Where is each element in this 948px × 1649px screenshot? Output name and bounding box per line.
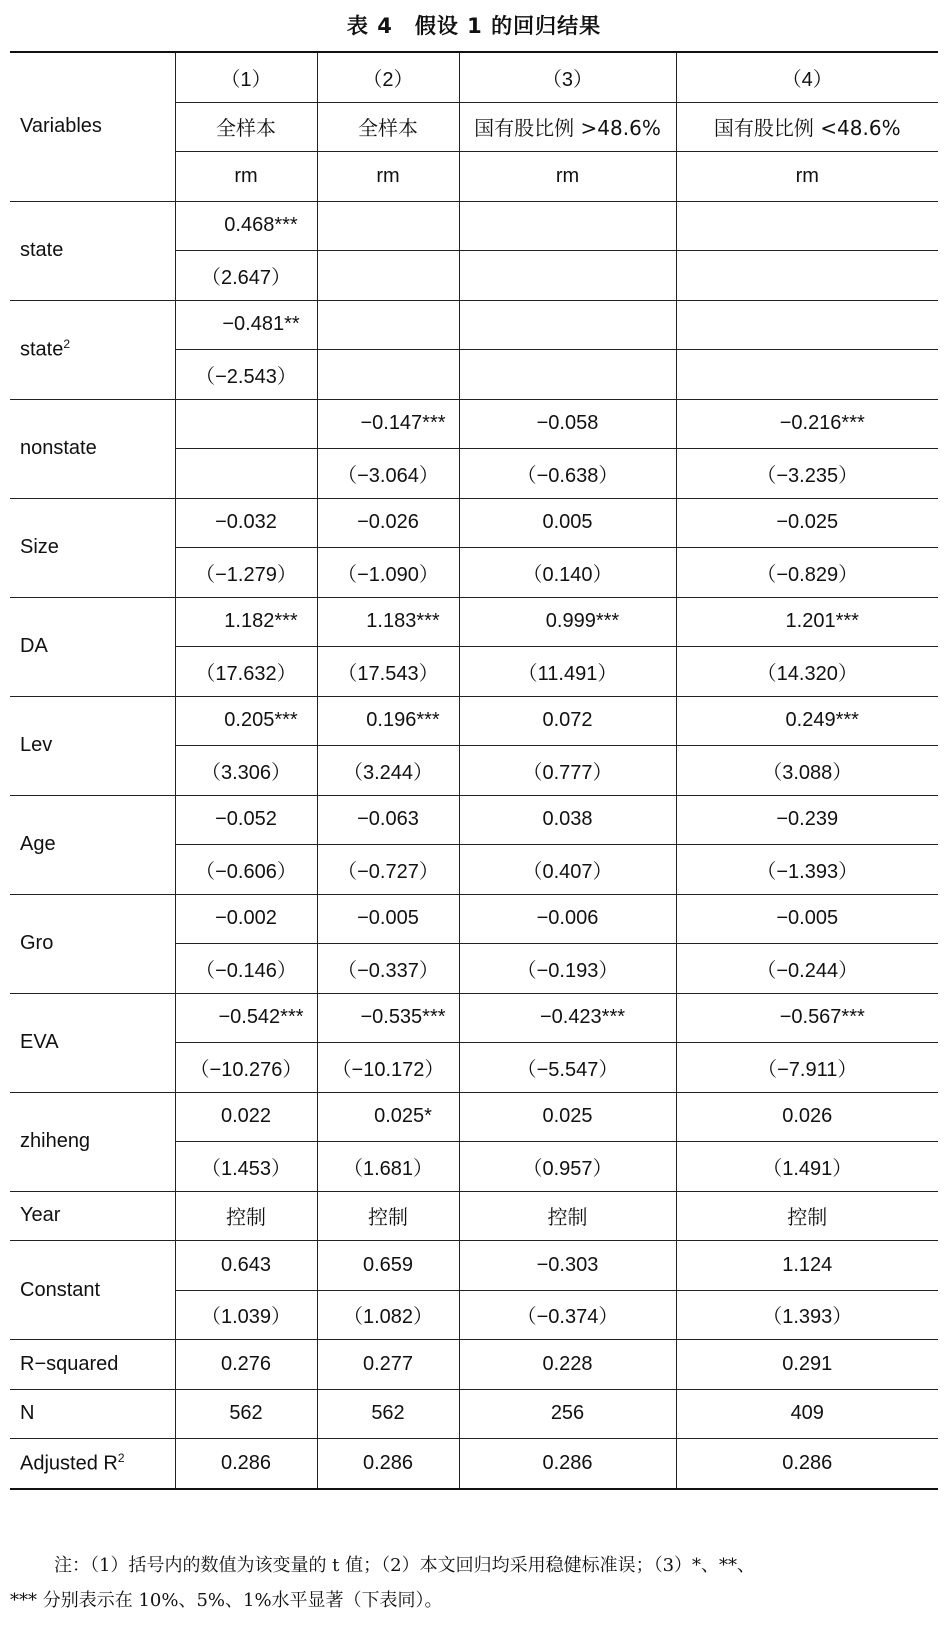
variable-name xyxy=(10,1439,175,1489)
col-num-1: （1） xyxy=(175,52,317,102)
constant-coef-row xyxy=(10,1241,938,1291)
stat-row xyxy=(10,1439,938,1489)
variable-label: zhiheng xyxy=(20,1130,91,1152)
stat-cell: 256 xyxy=(459,1389,676,1439)
t-value-cell: （−0.606） xyxy=(175,845,317,895)
stat-cell: 409 xyxy=(676,1389,938,1439)
coef-row xyxy=(10,894,938,944)
t-value-cell: （1.393） xyxy=(676,1290,938,1340)
variable-label: state xyxy=(20,239,64,261)
dep-var-2: rm xyxy=(317,152,459,202)
sample-2: 全样本 xyxy=(317,102,459,152)
coef-cell: 0.999*** xyxy=(459,597,676,647)
t-value-cell: （3.244） xyxy=(317,746,459,796)
t-value-cell: （3.306） xyxy=(175,746,317,796)
coef-cell: 0.022 xyxy=(175,1092,317,1142)
coef-cell: −0.005 xyxy=(676,894,938,944)
t-value-cell: （−0.374） xyxy=(459,1290,676,1340)
variable-name xyxy=(10,795,175,894)
coef-row xyxy=(10,201,938,251)
coef-cell: −0.058 xyxy=(459,399,676,449)
coef-cell: −0.567*** xyxy=(676,993,938,1043)
dep-var-4: rm xyxy=(676,152,938,202)
coef-row xyxy=(10,597,938,647)
coef-cell: 0.468*** xyxy=(175,201,317,251)
coef-row xyxy=(10,993,938,1043)
stat-cell: 0.286 xyxy=(676,1439,938,1489)
coef-cell: 0.026 xyxy=(676,1092,938,1142)
dep-var-1: rm xyxy=(175,152,317,202)
coef-cell: −0.303 xyxy=(459,1241,676,1291)
variable-label: Adjusted R xyxy=(20,1452,118,1475)
variable-name xyxy=(10,993,175,1092)
variable-label: N xyxy=(20,1402,35,1425)
t-value-cell: （−0.829） xyxy=(676,548,938,598)
coef-cell xyxy=(459,201,676,251)
t-value-cell: （−10.172） xyxy=(317,1043,459,1093)
stat-cell: 0.286 xyxy=(459,1439,676,1489)
variable-label: DA xyxy=(20,635,48,657)
variable-label: R−squared xyxy=(20,1352,119,1375)
coef-row xyxy=(10,399,938,449)
t-value-cell xyxy=(676,350,938,400)
t-value-cell: （−1.393） xyxy=(676,845,938,895)
sample-1: 全样本 xyxy=(175,102,317,152)
t-value-cell: （−0.244） xyxy=(676,944,938,994)
t-value-cell: （−0.193） xyxy=(459,944,676,994)
coef-cell: −0.542*** xyxy=(175,993,317,1043)
t-value-cell: （0.777） xyxy=(459,746,676,796)
coef-cell: 0.025* xyxy=(317,1092,459,1142)
t-value-cell xyxy=(175,449,317,499)
coef-cell: −0.535*** xyxy=(317,993,459,1043)
coef-cell xyxy=(676,201,938,251)
stat-cell: 562 xyxy=(317,1389,459,1439)
t-value-cell: （17.632） xyxy=(175,647,317,697)
year-cell: 控制 xyxy=(676,1191,938,1241)
variable-name xyxy=(10,1241,175,1340)
coef-cell: −0.063 xyxy=(317,795,459,845)
coef-cell: −0.216*** xyxy=(676,399,938,449)
t-value-cell: （0.407） xyxy=(459,845,676,895)
sample-4: 国有股比例 <48.6% xyxy=(676,102,938,152)
coef-row xyxy=(10,1092,938,1142)
t-value-cell: （−7.911） xyxy=(676,1043,938,1093)
table-note xyxy=(10,1548,938,1618)
t-value-cell: （2.647） xyxy=(175,251,317,301)
t-value-cell: （−0.638） xyxy=(459,449,676,499)
variable-label: Year xyxy=(20,1204,61,1227)
coef-cell: −0.423*** xyxy=(459,993,676,1043)
variables-header: Variables xyxy=(10,52,175,201)
coef-cell: 1.182*** xyxy=(175,597,317,647)
coef-cell: 0.205*** xyxy=(175,696,317,746)
stat-cell: 562 xyxy=(175,1389,317,1439)
coef-cell: −0.032 xyxy=(175,498,317,548)
variable-name xyxy=(10,1191,175,1241)
variable-name xyxy=(10,498,175,597)
t-value-cell: （1.681） xyxy=(317,1142,459,1192)
coef-cell xyxy=(317,201,459,251)
variable-name xyxy=(10,1389,175,1439)
coef-cell: 1.183*** xyxy=(317,597,459,647)
coef-row xyxy=(10,300,938,350)
variable-superscript: 2 xyxy=(63,337,71,352)
coef-cell: −0.481** xyxy=(175,300,317,350)
t-value-cell xyxy=(676,251,938,301)
t-value-cell: （14.320） xyxy=(676,647,938,697)
stat-cell: 0.286 xyxy=(317,1439,459,1489)
coef-cell: −0.239 xyxy=(676,795,938,845)
variable-name xyxy=(10,1092,175,1191)
variable-name xyxy=(10,597,175,696)
stat-row xyxy=(10,1389,938,1439)
t-value-cell: （−3.064） xyxy=(317,449,459,499)
variable-superscript: 2 xyxy=(117,1450,125,1465)
variable-name xyxy=(10,894,175,993)
stat-cell: 0.277 xyxy=(317,1340,459,1390)
t-value-cell: （1.039） xyxy=(175,1290,317,1340)
coef-row xyxy=(10,795,938,845)
note-line-2: *** 分别表示在 10%、5%、1%水平显著（下表同）。 xyxy=(10,1590,443,1611)
coef-cell: 0.025 xyxy=(459,1092,676,1142)
coef-cell: 0.038 xyxy=(459,795,676,845)
t-value-cell xyxy=(459,251,676,301)
variable-label: Age xyxy=(20,833,56,855)
col-num-3: （3） xyxy=(459,52,676,102)
coef-cell: −0.147*** xyxy=(317,399,459,449)
coef-cell: 0.643 xyxy=(175,1241,317,1291)
year-row xyxy=(10,1191,938,1241)
t-value-cell: （−0.337） xyxy=(317,944,459,994)
t-value-cell xyxy=(317,350,459,400)
variable-label: Constant xyxy=(20,1278,101,1301)
col-num-2: （2） xyxy=(317,52,459,102)
t-value-cell: （0.957） xyxy=(459,1142,676,1192)
table-title: 表 4 假设 1 的回归结果 xyxy=(346,14,602,38)
variable-name xyxy=(10,201,175,300)
coef-cell: −0.052 xyxy=(175,795,317,845)
coef-cell: −0.006 xyxy=(459,894,676,944)
t-value-cell: （−5.547） xyxy=(459,1043,676,1093)
stat-cell: 0.276 xyxy=(175,1340,317,1390)
coef-cell: −0.026 xyxy=(317,498,459,548)
coef-cell: −0.005 xyxy=(317,894,459,944)
variable-label: nonstate xyxy=(20,437,97,459)
sample-3: 国有股比例 >48.6% xyxy=(459,102,676,152)
coef-cell xyxy=(175,399,317,449)
stat-row xyxy=(10,1340,938,1390)
t-value-cell: （−3.235） xyxy=(676,449,938,499)
t-value-cell: （−0.727） xyxy=(317,845,459,895)
variable-label: Size xyxy=(20,536,59,558)
year-cell: 控制 xyxy=(175,1191,317,1241)
variable-label: state xyxy=(20,338,64,361)
regression-table xyxy=(10,51,938,1490)
t-value-cell: （−1.279） xyxy=(175,548,317,598)
year-cell: 控制 xyxy=(317,1191,459,1241)
coef-cell: −0.025 xyxy=(676,498,938,548)
coef-row xyxy=(10,696,938,746)
coef-cell xyxy=(459,300,676,350)
t-value-cell: （−1.090） xyxy=(317,548,459,598)
coef-cell: 1.124 xyxy=(676,1241,938,1291)
t-value-cell: （1.082） xyxy=(317,1290,459,1340)
variable-label: EVA xyxy=(20,1031,59,1053)
variable-name xyxy=(10,300,175,399)
coef-row xyxy=(10,498,938,548)
variable-label: Lev xyxy=(20,734,53,756)
t-value-cell: （−0.146） xyxy=(175,944,317,994)
col-num-4: （4） xyxy=(676,52,938,102)
coef-cell: −0.002 xyxy=(175,894,317,944)
note-line-1: 注：（1）括号内的数值为该变量的 t 值；（2）本文回归均采用稳健标准误；（3）*、**、 xyxy=(54,1555,756,1576)
year-cell: 控制 xyxy=(459,1191,676,1241)
t-value-cell: （−2.543） xyxy=(175,350,317,400)
t-value-cell: （11.491） xyxy=(459,647,676,697)
dep-var-3: rm xyxy=(459,152,676,202)
t-value-cell: （1.453） xyxy=(175,1142,317,1192)
variable-name xyxy=(10,696,175,795)
stat-cell: 0.228 xyxy=(459,1340,676,1390)
stat-cell: 0.286 xyxy=(175,1439,317,1489)
t-value-cell: （3.088） xyxy=(676,746,938,796)
t-value-cell: （17.543） xyxy=(317,647,459,697)
coef-cell: 0.072 xyxy=(459,696,676,746)
coef-cell: 1.201*** xyxy=(676,597,938,647)
coef-cell: 0.005 xyxy=(459,498,676,548)
variable-name xyxy=(10,399,175,498)
t-value-cell xyxy=(317,251,459,301)
t-value-cell: （1.491） xyxy=(676,1142,938,1192)
t-value-cell: （0.140） xyxy=(459,548,676,598)
coef-cell xyxy=(676,300,938,350)
coef-cell: 0.249*** xyxy=(676,696,938,746)
t-value-cell: （−10.276） xyxy=(175,1043,317,1093)
t-value-cell xyxy=(459,350,676,400)
stat-cell: 0.291 xyxy=(676,1340,938,1390)
variable-label: Gro xyxy=(20,932,54,954)
coef-cell xyxy=(317,300,459,350)
header-row-numbers xyxy=(10,52,938,102)
coef-cell: 0.659 xyxy=(317,1241,459,1291)
variable-name xyxy=(10,1340,175,1390)
coef-cell: 0.196*** xyxy=(317,696,459,746)
